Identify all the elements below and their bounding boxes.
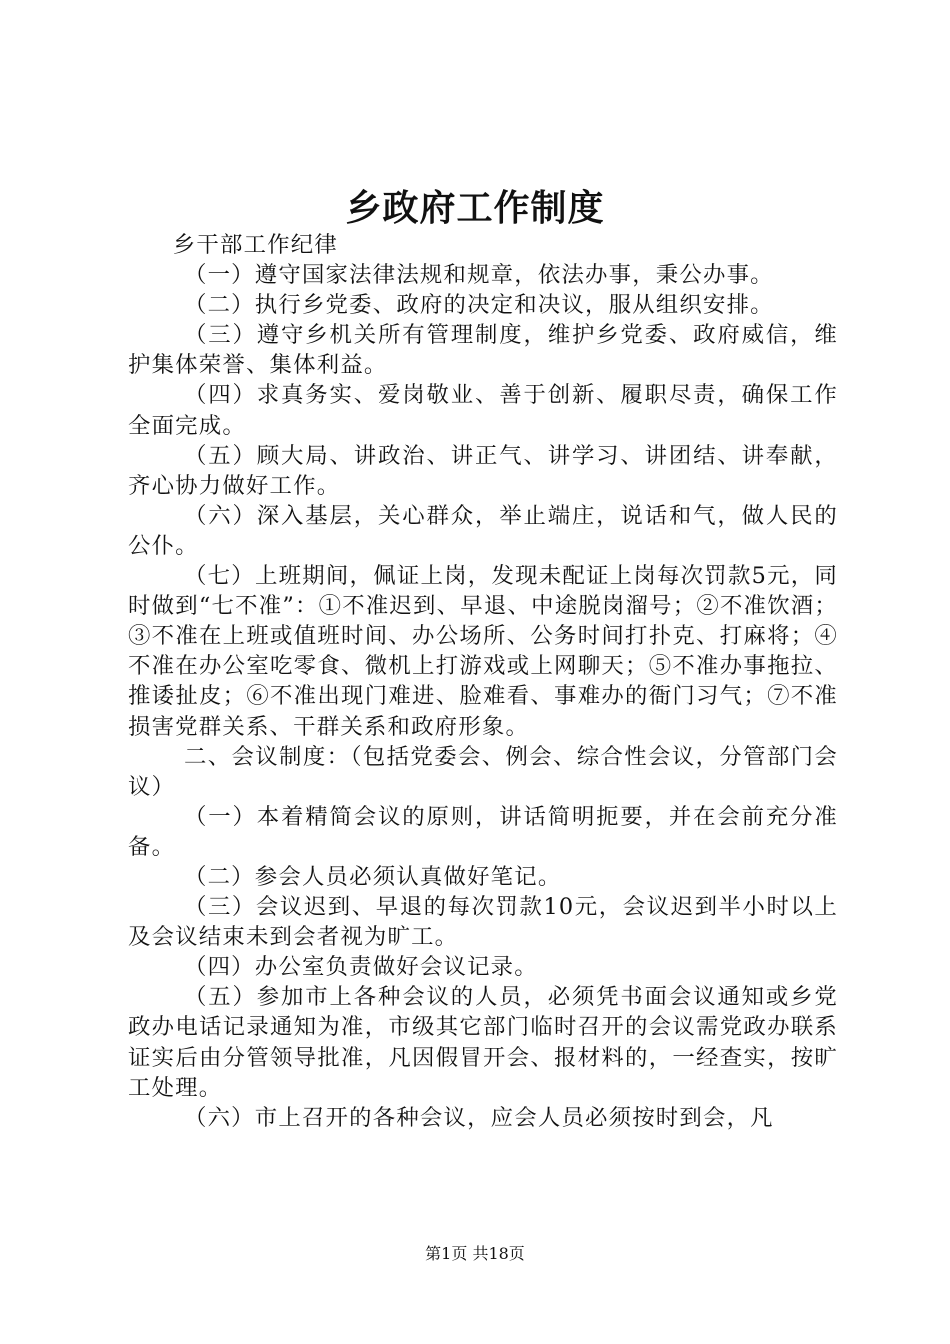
paragraph: （七）上班期间，佩证上岗，发现未配证上岗每次罚款5元，同时做到“七不准”：①不准迟到、早退、中途脱岗溜号；②不准饮酒；③不准在上班或值班时间、办公场所、公务时间打扑克、打麻将；④不准在办公室吃零食、微机上打游戏或上网聊天；⑤不准办事拖拉、推诿扯皮；⑥不准出现门难进、脸难看、事难办的衙门习气；⑦不准损害党群关系、干群关系和政府形象。 xyxy=(128,563,838,740)
page-footer: 第1页 共18页 xyxy=(425,1244,525,1263)
paragraph: （六）深入基层，关心群众，举止端庄，说话和气，做人民的公仆。 xyxy=(128,502,838,559)
document-body xyxy=(128,230,838,1133)
document-title: 乡政府工作制度 xyxy=(345,187,605,229)
section-heading: 乡干部工作纪律 xyxy=(172,232,338,258)
paragraph: （三）遵守乡机关所有管理制度，维护乡党委、政府威信，维护集体荣誉、集体利益。 xyxy=(128,322,838,379)
paragraph: （二）参会人员必须认真做好笔记。 xyxy=(184,863,562,890)
paragraph: （一）本着精简会议的原则，讲话简明扼要，并在会前充分准备。 xyxy=(128,803,838,860)
paragraph: （四）求真务实、爱岗敬业、善于创新、履职尽责，确保工作全面完成。 xyxy=(128,382,838,439)
paragraph: （五）顾大局、讲政治、讲正气、讲学习、讲团结、讲奉献，齐心协力做好工作。 xyxy=(128,442,838,499)
section-heading: 二、会议制度：（包括党委会、例会、综合性会议，分管部门会议） xyxy=(128,743,838,800)
paragraph: （一）遵守国家法律法规和规章，依法办事，秉公办事。 xyxy=(184,262,774,289)
paragraph: （二）执行乡党委、政府的决定和决议，服从组织安排。 xyxy=(184,292,774,319)
paragraph: （四）办公室负责做好会议记录。 xyxy=(184,954,538,981)
paragraph: （五）参加市上各种会议的人员，必须凭书面会议通知或乡党政办电话记录通知为准，市级其它部门临时召开的会议需党政办联系证实后由分管领导批准，凡因假冒开会、报材料的，一经查实，按旷工处理。 xyxy=(128,984,838,1101)
paragraph: （三）会议迟到、早退的每次罚款10元，会议迟到半小时以上及会议结束未到会者视为旷工。 xyxy=(128,894,838,951)
paragraph: （六）市上召开的各种会议，应会人员必须按时到会，凡 xyxy=(184,1104,774,1131)
